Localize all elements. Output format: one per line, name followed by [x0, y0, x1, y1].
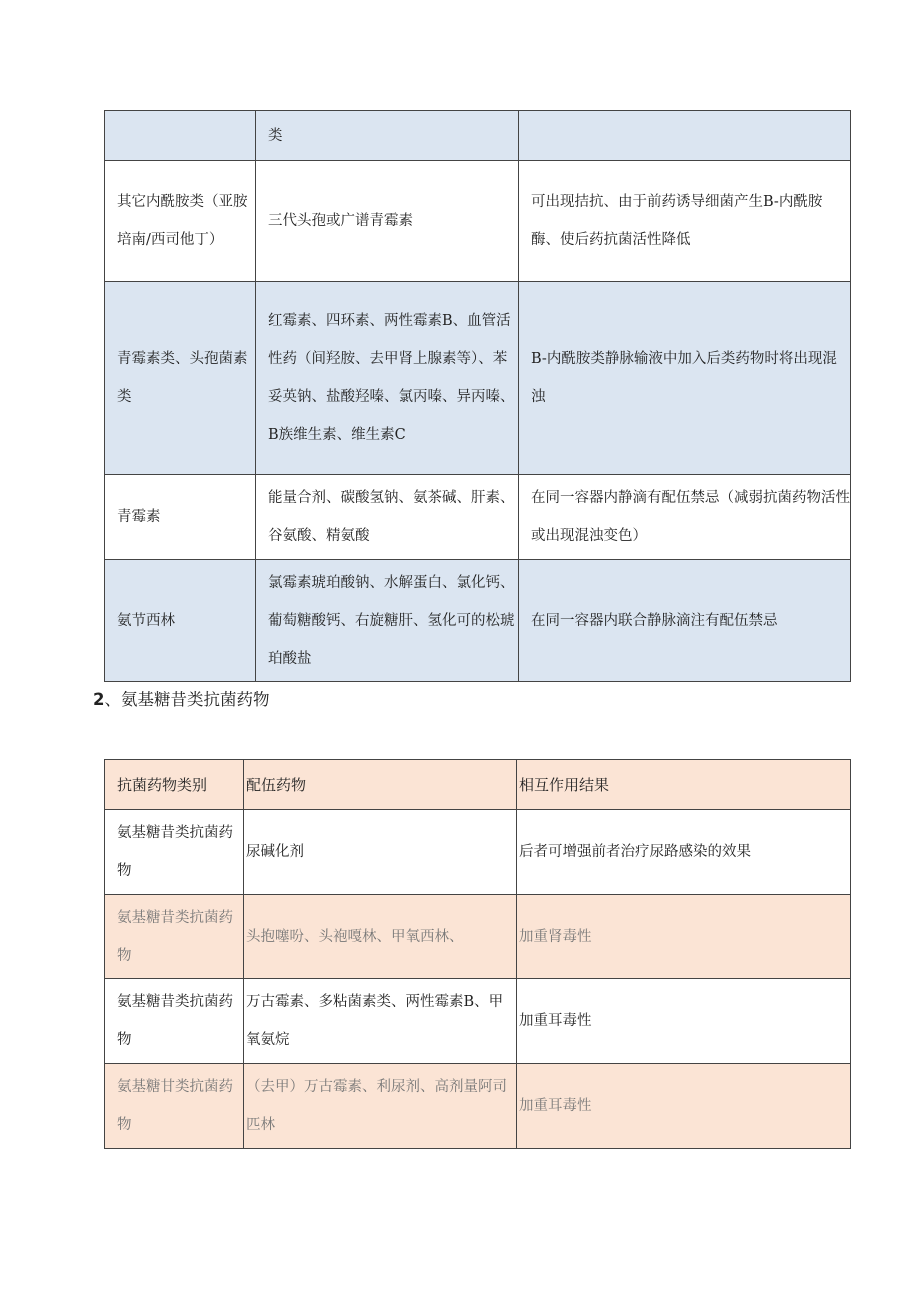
table-cell: 加重耳毒性 — [517, 979, 851, 1064]
table-cell: 氨基糖甘类抗菌药物 — [105, 1064, 244, 1149]
table-row — [105, 111, 851, 161]
table-cell: （去甲）万古霉素、利尿剂、高剂量阿司匹林 — [244, 1064, 517, 1149]
column-header: 配伍药物 — [244, 760, 517, 810]
table-cell: 头抱噻吩、头袍嘎林、甲氧西林、 — [244, 895, 517, 979]
table-cell: 红霉素、四环素、两性霉素B、血管活性药（间羟胺、去甲肾上腺素等）、苯妥英钠、盐酸羟嗪、氯丙嗪、异丙嗪、B族维生素、维生素C — [256, 282, 519, 475]
table-row — [105, 161, 851, 282]
table-cell — [105, 111, 256, 161]
section-number: 2 — [93, 690, 105, 709]
table-cell — [519, 111, 851, 161]
table-cell: 氨基糖昔类抗菌药物 — [105, 810, 244, 895]
table-cell: 类 — [256, 111, 519, 161]
table-row — [105, 475, 851, 560]
table-beta-lactam-compatibility — [104, 110, 851, 682]
table-cell: 青霉素类、头孢菌素类 — [105, 282, 256, 475]
column-header: 抗菌药物类别 — [105, 760, 244, 810]
table-cell: 可出现拮抗、由于前药诱导细菌产生B-内酰胺酶、使后药抗菌活性降低 — [519, 161, 851, 282]
table-cell: 三代头孢或广谱青霉素 — [256, 161, 519, 282]
table-cell: 青霉素 — [105, 475, 256, 560]
table-row — [105, 895, 851, 979]
section-title: 、氨基糖昔类抗菌药物 — [104, 690, 270, 709]
table-cell: 氨节西林 — [105, 560, 256, 682]
table-row — [105, 810, 851, 895]
table-cell: 能量合剂、碳酸氢钠、氨茶碱、肝素、谷氨酸、精氨酸 — [256, 475, 519, 560]
table-row — [105, 979, 851, 1064]
section-heading — [93, 686, 269, 714]
table-aminoglycoside-interactions — [104, 759, 851, 1149]
table-cell: 氨基糖昔类抗菌药物 — [105, 895, 244, 979]
table-cell: 氨基糖昔类抗菌药物 — [105, 979, 244, 1064]
table-header-row — [105, 760, 851, 810]
table-row — [105, 560, 851, 682]
table-cell: 万古霉素、多粘菌素类、两性霉素B、甲氧氨烷 — [244, 979, 517, 1064]
table-cell: 后者可增强前者治疗尿路感染的效果 — [517, 810, 851, 895]
column-header: 相互作用结果 — [517, 760, 851, 810]
table-cell: 加重肾毒性 — [517, 895, 851, 979]
table-cell: 在同一容器内静滴有配伍禁忌（减弱抗菌药物活性或出现混浊变色） — [519, 475, 851, 560]
table-cell: 其它内酰胺类（亚胺培南/西司他丁） — [105, 161, 256, 282]
table-cell: 加重耳毒性 — [517, 1064, 851, 1149]
table-cell: 在同一容器内联合静脉滴注有配伍禁忌 — [519, 560, 851, 682]
table-cell: B-内酰胺类静脉输液中加入后类药物时将出现混浊 — [519, 282, 851, 475]
table-row — [105, 282, 851, 475]
table-cell: 尿碱化剂 — [244, 810, 517, 895]
table-cell: 氯霉素琥珀酸钠、水解蛋白、氯化钙、葡萄糖酸钙、右旋糖肝、氢化可的松琥珀酸盐 — [256, 560, 519, 682]
table-row — [105, 1064, 851, 1149]
